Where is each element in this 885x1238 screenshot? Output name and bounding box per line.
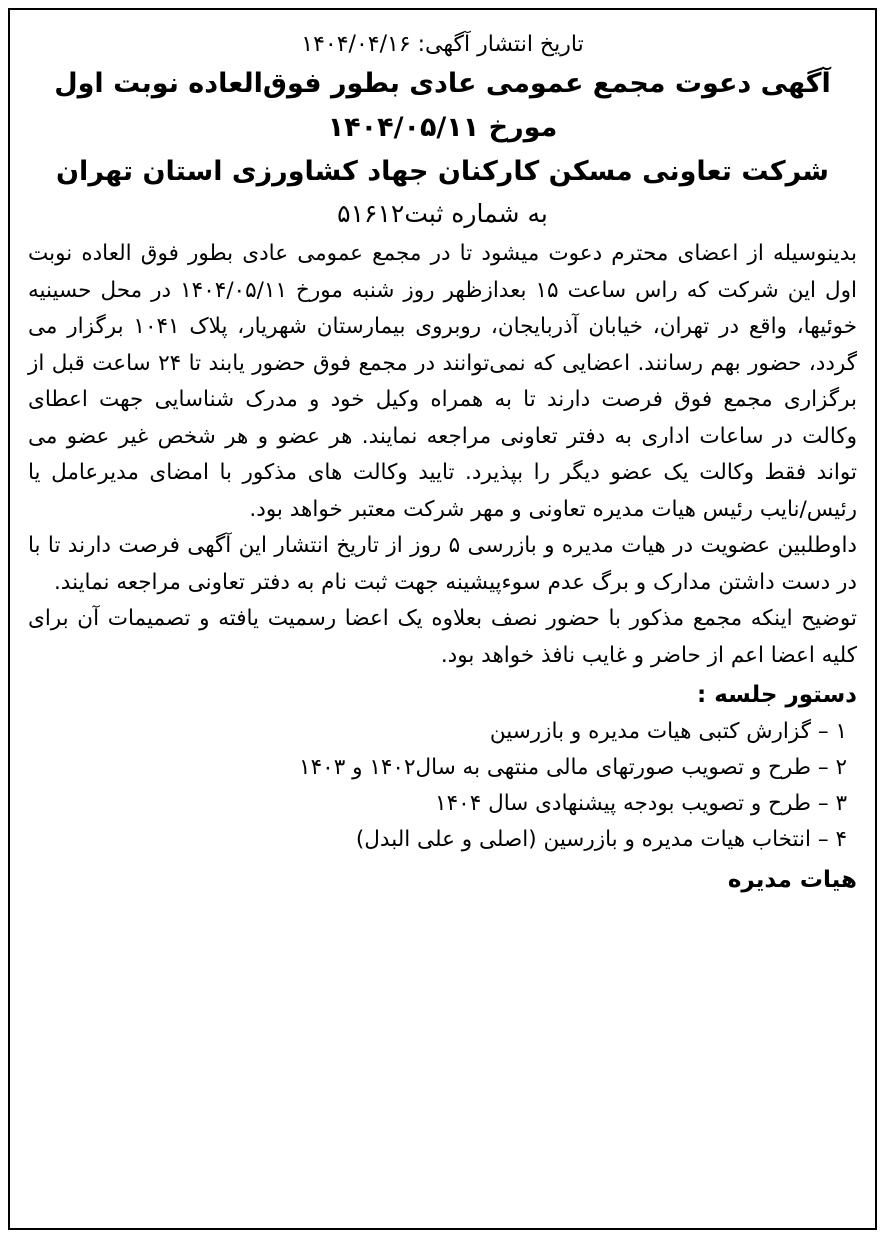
agenda-item-text: طرح و تصویب بودجه پیشنهادی سال ۱۴۰۴ [435,791,811,816]
agenda-item [28,786,847,822]
agenda-item-text: انتخاب هیات مدیره و بازرسین (اصلی و علی البدل) [355,827,811,852]
agenda-list [28,714,857,858]
agenda-item [28,714,847,750]
agenda-title: دستور جلسه : [696,682,857,708]
agenda-item [28,750,847,786]
meeting-date: مورخ ۱۴۰۴/۰۵/۱۱ [327,112,558,143]
invitation-paragraph: بدینوسیله از اعضای محترم دعوت میشود تا در مجمع عمومی عادی بطور فوق العاده نوبت اول این شرکت که راس ساعت ۱۵ بعدازظهر روز شنبه مورخ ۱۴۰۴/۰۵/۱۱ در محل حسینیه خوئیها، واقع در تهران، خیابان آذربایجان، روبروی بیمارستان شهریار، پلاک ۱۰۴۱ برگزار می گردد، حضور بهم رسانند. اعضایی که نمی‌توانند در مجمع فوق حضور یابند تا ۲۴ ساعت قبل از برگزاری مجمع فوق فرصت دارند تا به همراه وکیل خود و مدرک شناسایی جهت اعطای وکالت در ساعات اداری به دفتر تعاونی مراجعه نمایند. هر عضو و هر شخص غیر عضو می تواند فقط وکالت یک عضو دیگر را بپذیرد. تایید وکالت های مذکور با امضای مدیرعامل یا رئیس/نایب رئیس هیات مدیره تعاونی و مهر شرکت معتبر خواهد بود. [28,241,858,522]
registration-number: به شماره ثبت۵۱۶۱۲ [337,199,548,228]
company-name: شرکت تعاونی مسکن کارکنان جهاد کشاورزی استان تهران [56,156,829,187]
notice-box [8,8,877,1230]
publish-date: تاریخ انتشار آگهی: ۱۴۰۴/۰۴/۱۶ [301,32,584,57]
signature: هیات مدیره [727,867,857,893]
agenda-item-text: طرح و تصویب صورتهای مالی منتهی به سال۱۴۰۲ و ۱۴۰۳ [299,755,811,780]
candidates-paragraph: داوطلبین عضویت در هیات مدیره و بازرسی ۵ روز از تاریخ انتشار این آگهی فرصت دارند تا با در دست داشتن مدارک و برگ عدم سوءپیشینه جهت ثبت نام به دفتر تعاونی مراجعه نمایند. [28,533,857,595]
agenda-item-number: ۴ – [817,827,847,852]
quorum-paragraph: توضیح اینکه مجمع مذکور با حضور نصف بعلاوه یک اعضا رسمیت یافته و تصمیمات آن برای کلیه اعضا اعم از حاضر و غایب نافذ خواهد بود. [28,606,857,668]
agenda-item-text: گزارش کتبی هیات مدیره و بازرسین [489,719,811,744]
agenda-item [28,822,847,858]
agenda-item-number: ۳ – [817,791,847,816]
agenda-item-number: ۲ – [817,755,847,780]
notice-title: آگهی دعوت مجمع عمومی عادی بطور فوق‌العاده نوبت اول [54,68,831,99]
agenda-item-number: ۱ – [817,719,847,744]
